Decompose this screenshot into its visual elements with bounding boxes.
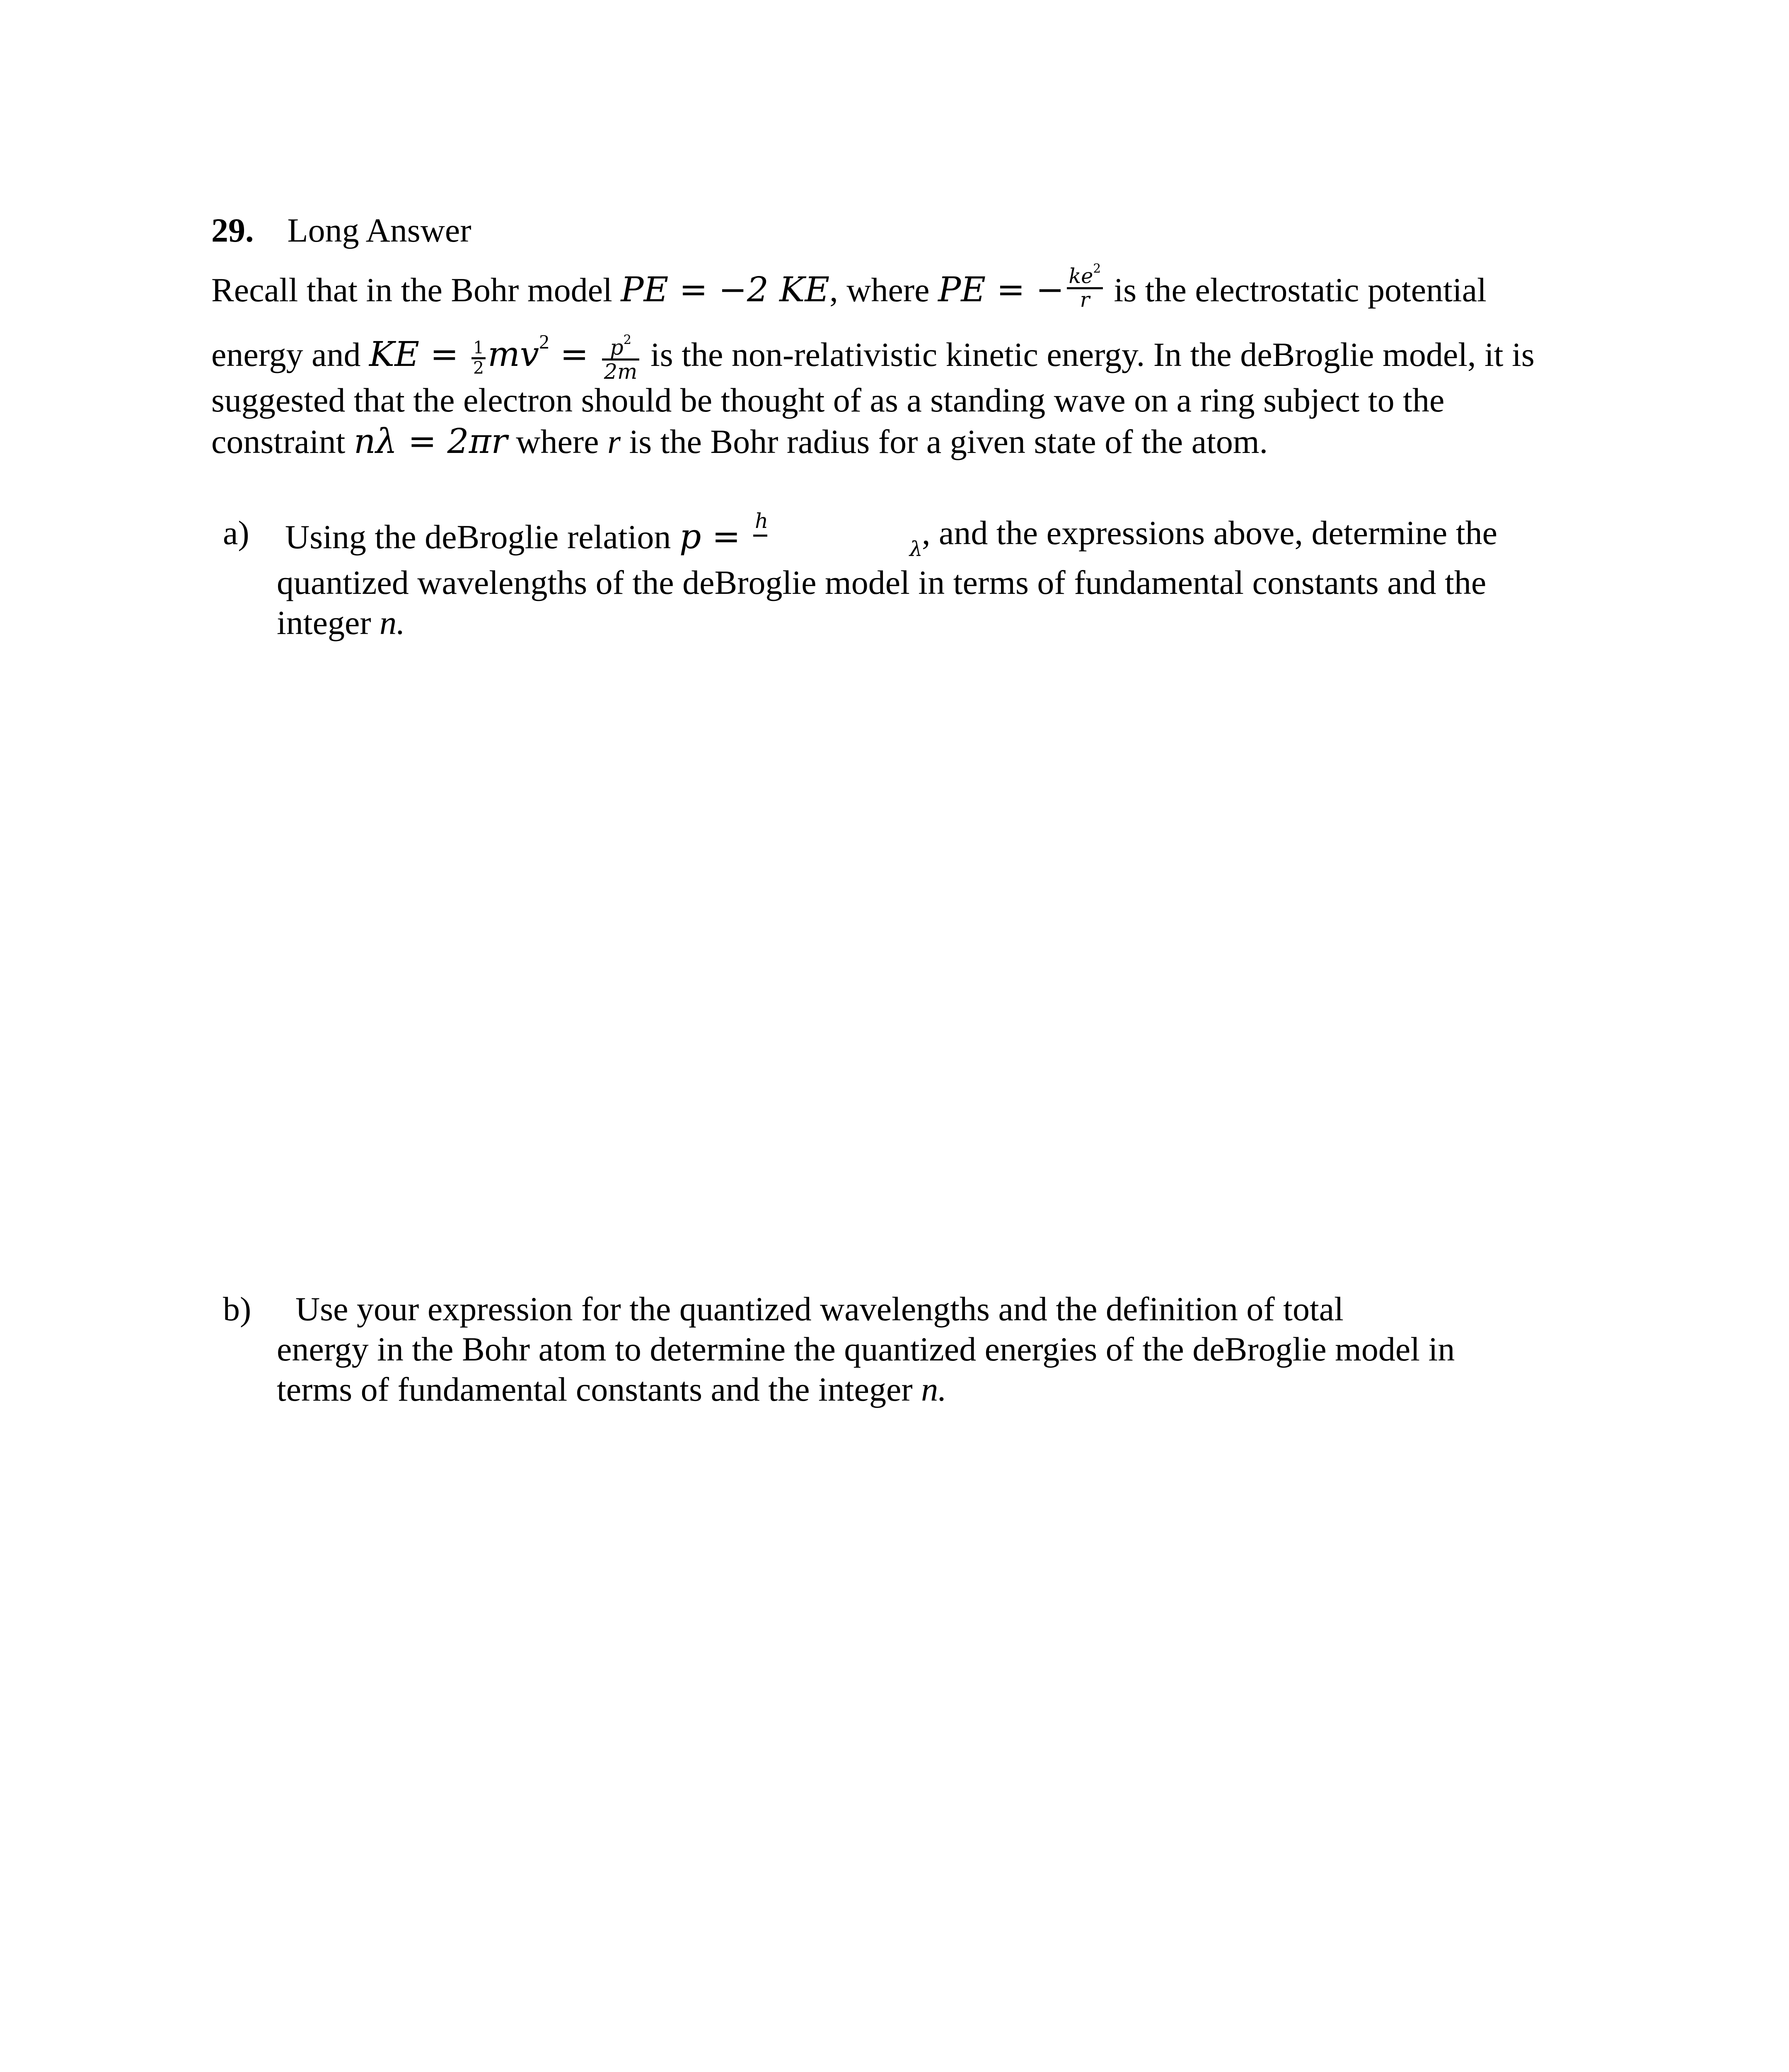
fraction-bar [753,535,767,537]
question-title: Long Answer [287,211,471,249]
fraction-denominator: 2 [473,358,484,378]
equation-standing-wave: nλ = 2πr [353,422,508,461]
part-a-line-1 [285,517,741,557]
part-a-line-2: quantized wavelengths of the deBroglie model in terms of fundamental constants and the [277,564,1487,601]
intro-text: where [507,423,608,460]
fraction-exponent: 2 [623,332,632,347]
fraction-ke2-over-r [1067,262,1103,310]
intro-text: Recall that in the Bohr model [211,271,621,309]
part-b-label: b) [223,1290,251,1328]
question-heading [211,213,471,247]
equation-ke-lhs: KE = [369,334,469,374]
equation-mv: mv [488,334,539,374]
part-a-line-1-continued: , and the expressions above, determine the [922,514,1497,552]
part-a-label: a) [223,514,249,552]
fraction-numerator: ke [1069,264,1093,288]
part-a-line-3 [277,606,405,640]
intro-text: is the non-relativistic kinetic energy. In the deBroglie model, it is [642,335,1535,373]
part-b-text: terms of fundamental constants and the integer [277,1370,921,1408]
fraction-numerator: 1 [471,339,486,359]
equation-equals: = [549,334,600,374]
intro-line-4 [211,422,1268,461]
fraction-denominator: r [1080,287,1090,312]
fraction-one-half [471,339,486,377]
fraction-h-numerator: h [755,509,769,533]
fraction-numerator: p [610,335,624,360]
intro-line-3: suggested that the electron should be thought of as a standing wave on a ring subject to the [211,381,1445,419]
fraction-denominator: 2m [604,359,638,384]
question-number: 29. [211,211,254,249]
fraction-lambda-denominator: λ [909,537,923,561]
equation-exponent: 2 [539,330,549,353]
equation-pe-lhs: PE = − [938,270,1064,310]
intro-line-2 [211,332,1535,382]
intro-text: energy and [211,335,370,373]
variable-r: r [607,423,621,460]
part-b-line-2: energy in the Bohr atom to determine the quantized energies of the deBroglie model in [277,1330,1455,1368]
intro-text: is the Bohr radius for a given state of the atom. [621,423,1268,460]
equation-p-lhs: p = [679,517,741,557]
variable-n: n. [380,604,405,641]
variable-n: n. [921,1370,947,1408]
part-b-line-1: Use your expression for the quantized wavelengths and the definition of total [295,1290,1344,1328]
equation-pe-ke: PE = −2 KE [621,270,830,310]
part-a-text: Using the deBroglie relation [285,518,679,556]
fraction-p2-over-2m [602,334,640,383]
intro-text: constraint [211,423,354,460]
intro-text: is the electrostatic potential [1105,271,1487,309]
intro-line-1 [211,261,1487,317]
fraction-exponent: 2 [1093,261,1101,276]
intro-text: , where [829,271,938,309]
part-b-line-3 [277,1372,947,1406]
part-a-text: integer [277,604,380,641]
